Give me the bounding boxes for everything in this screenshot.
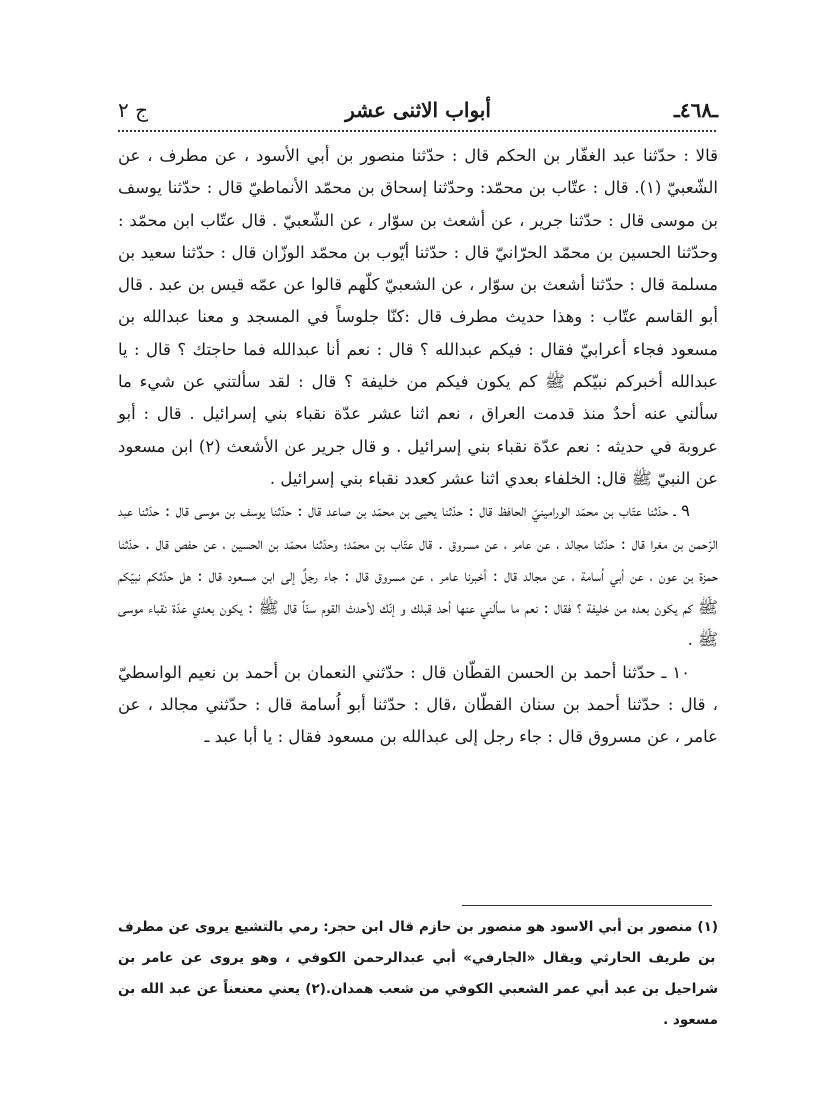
footnote-divider <box>462 905 712 906</box>
page-header <box>118 92 718 132</box>
text-line: حاجتك ؟ قال : يا عبدالله أخبركم نبيّكم ﷺ كم يكون فيكم من خليفة ؟ قال : لقد <box>118 339 719 392</box>
text-line: سألتني عن شيء ما سألني عنه أحدٌ منذ قدمت العراق ، نعم اثنا عشر عدّة نقباء بني <box>118 372 718 424</box>
footnotes <box>118 912 718 1036</box>
text-line: ابن محمّد : وحدّثنا الحسين بن محمّد الحرّانيّ قال : حدّثنا أيّوب بن محمّد الوزّان قال : <box>118 210 719 262</box>
main-text <box>118 140 718 754</box>
text-line: صاعد قال : حدّثنا يوسف بن موسى قال : حدّثنا عبد الرّحمن بن مغرا قال : حدّثنا <box>118 501 718 553</box>
page-number: ـ٤٦٨ـ <box>674 98 718 122</box>
text-line: قالا : حدّثنا عبد الغفّار بن الحكم قال : حدّثنا منصور بن أبي الأسود ، عن مطرف ، <box>140 146 718 165</box>
text-line: خليفة ؟ فقال : نعم ما سألني عنها أحد قبلك و إنّك لأحدث القوم سنّاً قال ﷺ : <box>242 598 610 618</box>
running-title: أبواب الاثنى عشر <box>345 98 491 122</box>
text-line: الأشعث (٢) ابن مسعود عن النبيّ ﷺ قال: الخلفاء بعدي اثنا عشر كعدد نقباء بني إسرائيل . <box>118 436 718 488</box>
text-line: و معنا عبدالله بن مسعود فجاء أعرابيّ فقال : فيكم عبدالله ؟ قال : نعم أنا عبدالله فما <box>118 307 718 359</box>
volume-label: ج ٢ <box>118 98 149 122</box>
footnote-line: مطرف بن طريف الحارثي ويقال «الجارفي» أبي عبدالرحمن الكوفي ، وهو يروى عن عامر بن <box>118 919 716 966</box>
narration-lines <box>118 140 718 495</box>
hadith-10 <box>118 657 718 754</box>
footnote-line: شراحيل بن عبد أبي عمر الشعبي الكوفي من شعب همدان.(٢) يعني معنعناً عن عبد الله بن مسعود . <box>118 981 719 1028</box>
header-divider <box>118 130 716 132</box>
text-line: يكون بعدي عدّة نقباء موسى ﷺ . <box>118 598 718 650</box>
text-line: قال . حدّثنا حمزة بن عون ، عن أبي اُسامة ، عن مجالد قال : أخبرنا عامر ، عن مسروق <box>118 533 719 585</box>
footnote-line: (١) منصور بن أبي الاسود هو منصور بن حازم قال ابن حجر: رمي بالتشيع يروى عن <box>163 919 718 935</box>
text-line: مجالد ، عن عامر ، عن مسروق قال : جاء رجل إلى عبدالله بن مسعود فقال : يا أبا عبد ـ <box>118 695 718 747</box>
text-line: مجالد ، عن عامر ، عن مسروق . قال عتّاب بن محمّد؛ وحدّثنا محمّد بن الحسين ، عن حفص <box>168 533 589 553</box>
text-line: يوسف بن موسى قال : حدّثنا جرير ، عن أشعث بن سوّار ، عن الشّعبيّ . قال عتّاب <box>118 178 718 230</box>
text-line: ٩ ـ حدّثنا عتّاب بن محمّد الورامينيّ الحافظ قال : حدّثنا يحيى بن محمّد بن <box>350 501 690 521</box>
text-line: الواسطيّ ، قال : حدّثنا أحمد بن سنان القطّان ،قال : حدّثنا أبو اُسامة قال : حدّثني <box>118 662 718 715</box>
text-line: إسرائيل . قال : أبو عروبة في حديثه : نعم عدّة نقباء بني إسرائيل . و قال جرير عن <box>118 404 718 456</box>
hadith-9 <box>118 495 718 656</box>
text-line: عن الشّعبيّ (١). قال : عتّاب بن محمّد: وحدّثنا إسحاق بن محمّد الأنماطيّ قال : حدّثنا <box>118 146 718 198</box>
text-line: ١٠ ـ حدّثنا أحمد بن الحسن القطّان قال : حدّثني النعمان بن أحمد بن نعيم <box>181 662 690 682</box>
text-line: حدّثنا سعيد بن مسلمة قال : حدّثنا أشعث بن سوّار ، عن الشعبيّ كلّهم قالوا عن عمّه <box>118 242 718 295</box>
text-line: قيس بن عبد . قال أبو القاسم عتّاب : وهذا حديث مطرف قال :كنّا جلوساً في المسجد <box>118 275 718 327</box>
text-line: قال : جاء رجلٌ إلى ابن مسعود قال : هل حدّثكم نبيّكم ﷺ كم يكون بعده من <box>118 565 718 618</box>
